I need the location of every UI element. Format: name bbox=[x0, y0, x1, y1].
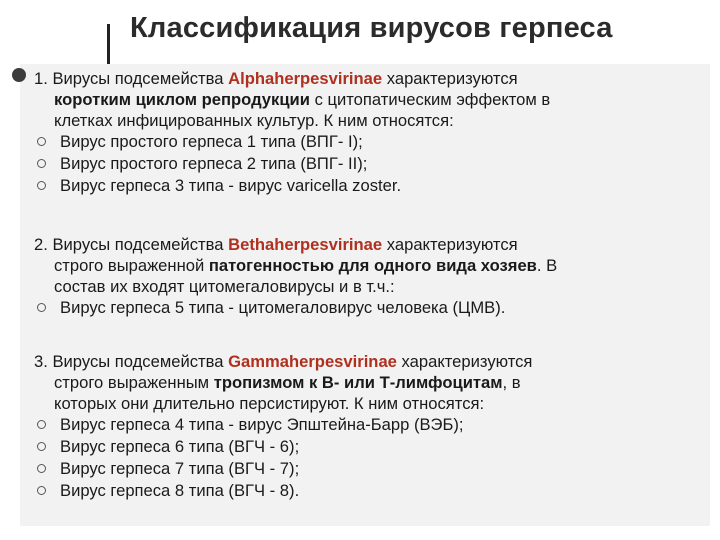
section-description-continued: которых они длительно персистируют. К ним относятся: bbox=[54, 394, 485, 413]
circle-bullet-icon bbox=[37, 420, 46, 429]
section-description bbox=[34, 255, 694, 276]
list-item bbox=[34, 297, 694, 319]
subfamily-name: Bethaherpesvirinae bbox=[228, 235, 383, 254]
virus-list bbox=[34, 414, 694, 502]
description-text: строго выраженной bbox=[54, 256, 209, 275]
key-property: патогенностью для одного вида хозяев bbox=[208, 256, 537, 275]
list-item bbox=[34, 175, 694, 197]
list-item bbox=[34, 414, 694, 436]
intro-prefix: 1. Вирусы подсемейства bbox=[34, 69, 229, 88]
list-item-text: Вирус простого герпеса 2 типа (ВПГ- II); bbox=[60, 154, 368, 173]
circle-bullet-icon bbox=[37, 486, 46, 495]
circle-bullet-icon bbox=[37, 137, 46, 146]
section-intro bbox=[34, 68, 694, 89]
list-item bbox=[34, 131, 694, 153]
subfamily-name: Alphaherpesvirinae bbox=[228, 69, 383, 88]
list-item-text: Вирус герпеса 4 типа - вирус Эпштейна-Барр (ВЭБ); bbox=[60, 415, 464, 434]
list-item-text: Вирус герпеса 5 типа - цитомегаловирус человека (ЦМВ). bbox=[60, 298, 506, 317]
intro-suffix: характеризуются bbox=[396, 352, 533, 371]
section-intro bbox=[34, 234, 694, 255]
section-description-continued: состав их входят цитомегаловирусы и в т.ч.: bbox=[54, 277, 395, 296]
list-item-text: Вирус простого герпеса 1 типа (ВПГ- I); bbox=[60, 132, 363, 151]
virus-list bbox=[34, 297, 694, 319]
intro-suffix: характеризуются bbox=[382, 69, 518, 88]
section-intro bbox=[34, 351, 694, 372]
list-item-text: Вирус герпеса 7 типа (ВГЧ - 7); bbox=[60, 459, 300, 478]
section-description bbox=[34, 89, 694, 110]
list-item bbox=[34, 480, 694, 502]
description-text: . В bbox=[536, 256, 558, 275]
section-description-continued: клетках инфицированных культур. К ним относятся: bbox=[54, 111, 454, 130]
description-text: строго выраженным bbox=[54, 373, 214, 392]
slide-bullet-icon bbox=[12, 68, 26, 82]
list-item-text: Вирус герпеса 6 типа (ВГЧ - 6); bbox=[60, 437, 300, 456]
description-text: , в bbox=[502, 373, 521, 392]
key-property: тропизмом к В- или Т-лимфоцитам bbox=[213, 373, 503, 392]
intro-prefix: 3. Вирусы подсемейства bbox=[34, 352, 229, 371]
circle-bullet-icon bbox=[37, 181, 46, 190]
circle-bullet-icon bbox=[37, 303, 46, 312]
title-divider-bar bbox=[107, 24, 110, 64]
section-bethaherpesvirinae bbox=[34, 234, 694, 319]
list-item bbox=[34, 436, 694, 458]
circle-bullet-icon bbox=[37, 442, 46, 451]
section-alphaherpesvirinae bbox=[34, 68, 694, 197]
virus-list bbox=[34, 131, 694, 197]
section-gammaherpesvirinae bbox=[34, 351, 694, 502]
description-text: с цитопатическим эффектом в bbox=[309, 90, 551, 109]
list-item-text: Вирус герпеса 3 типа - вирус varicella zoster. bbox=[60, 176, 402, 195]
list-item bbox=[34, 458, 694, 480]
intro-prefix: 2. Вирусы подсемейства bbox=[34, 235, 229, 254]
list-item bbox=[34, 153, 694, 175]
circle-bullet-icon bbox=[37, 159, 46, 168]
intro-suffix: характеризуются bbox=[382, 235, 518, 254]
page-title: Классификация вирусов герпеса bbox=[130, 12, 613, 44]
circle-bullet-icon bbox=[37, 464, 46, 473]
section-description bbox=[34, 372, 694, 393]
list-item-text: Вирус герпеса 8 типа (ВГЧ - 8). bbox=[60, 481, 300, 500]
subfamily-name: Gammaherpesvirinae bbox=[228, 352, 397, 371]
key-property: коротким циклом репродукции bbox=[54, 90, 310, 109]
